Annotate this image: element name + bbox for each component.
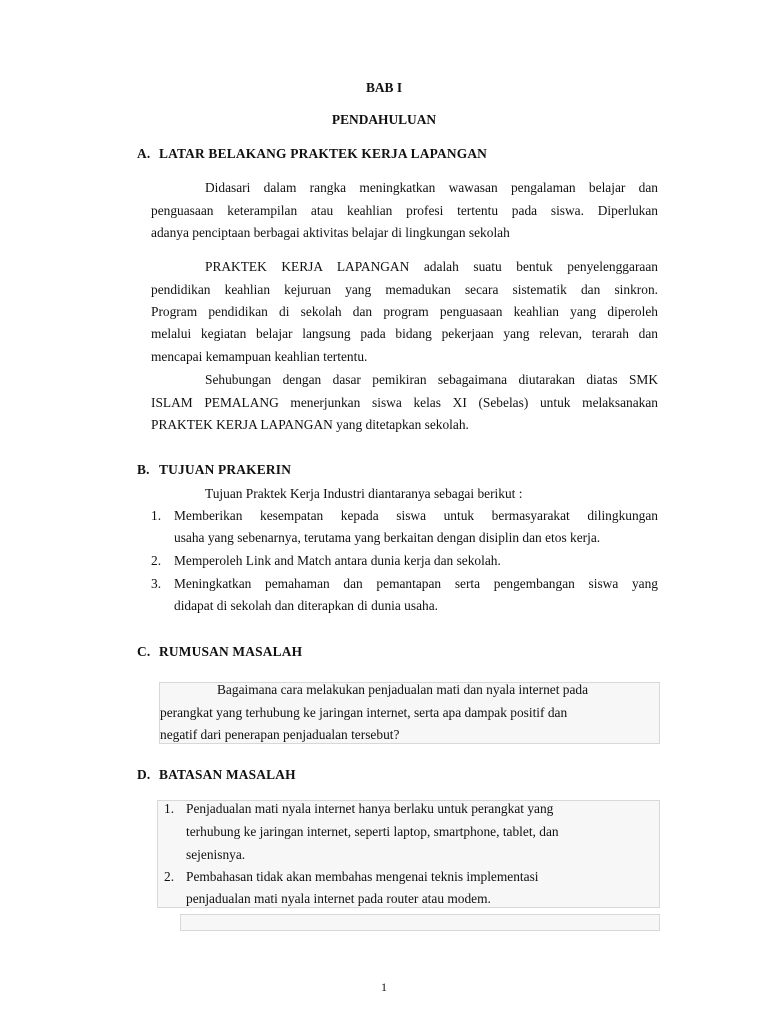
paragraph-line: PRAKTEK KERJA LAPANGAN adalah suatu bentuk penyelenggaraan (205, 259, 658, 274)
list-item-line: Meningkatkan pemahaman dan pemantapan serta pengembangan siswa yang (174, 576, 658, 591)
paragraph-line: Sehubungan dengan dasar pemikiran sebagaimana diutarakan diatas SMK (205, 372, 658, 387)
section-a-heading (137, 146, 487, 162)
paragraph-line: Program pendidikan di sekolah dan program penguasaan keahlian yang diperoleh (151, 304, 658, 319)
list-number: 2. (151, 553, 162, 568)
list-item-line: Pembahasan tidak akan membahas mengenai teknis implementasi (186, 869, 539, 884)
paragraph-line: penguasaan keterampilan atau keahlian profesi tertentu pada siswa. Diperlukan (151, 203, 658, 218)
chapter-label: BAB I (365, 80, 403, 95)
list-item-line: Penjadualan mati nyala internet hanya berlaku untuk perangkat yang (186, 801, 554, 816)
list-item-line: Memberikan kesempatan kepada siswa untuk bermasyarakat dilingkungan (174, 508, 658, 523)
section-c-heading (137, 644, 302, 660)
section-d-label: D. (137, 767, 151, 782)
section-a-title: LATAR BELAKANG PRAKTEK KERJA LAPANGAN (159, 146, 488, 161)
section-c-title: RUMUSAN MASALAH (159, 644, 303, 659)
empty-box (180, 914, 660, 931)
list-number: 1. (151, 508, 162, 523)
section-d-title: BATASAN MASALAH (159, 767, 296, 782)
paragraph-line: PRAKTEK KERJA LAPANGAN yang ditetapkan sekolah. (151, 417, 469, 432)
paragraph-line: mencapai kemampuan keahlian tertentu. (151, 349, 368, 364)
list-number: 2. (164, 869, 175, 884)
page-title: PENDAHULUAN (331, 112, 437, 127)
paragraph-line: pendidikan keahlian kejuruan yang memadukan secara sistematik dan sinkron. (151, 282, 658, 297)
list-item-line: terhubung ke jaringan internet, seperti laptop, smartphone, tablet, dan (186, 824, 559, 839)
paragraph-line: ISLAM PEMALANG menerjunkan siswa kelas XI (Sebelas) untuk melaksanakan (151, 395, 658, 410)
paragraph-line: Didasari dalam rangka meningkatkan wawasan pengalaman belajar dan (205, 180, 658, 195)
section-b-intro: Tujuan Praktek Kerja Industri diantaranya sebagai berikut : (205, 486, 523, 501)
list-item-line: Memperoleh Link and Match antara dunia kerja dan sekolah. (174, 553, 501, 568)
paragraph-line: adanya penciptaan berbagai aktivitas belajar di lingkungan sekolah (151, 225, 510, 240)
section-c-label: C. (137, 644, 151, 659)
list-item-line: sejenisnya. (186, 847, 246, 862)
box-line: negatif dari penerapan penjadualan tersebut? (160, 727, 400, 742)
box-line: perangkat yang terhubung ke jaringan internet, serta apa dampak positif dan (160, 705, 568, 720)
list-number: 3. (151, 576, 162, 591)
section-b-label: B. (137, 462, 150, 477)
section-d-heading (137, 767, 296, 783)
page-number: 1 (381, 980, 387, 994)
section-a-label: A. (137, 146, 151, 161)
list-item-line: didapat di sekolah dan diterapkan di dunia usaha. (174, 598, 439, 613)
box-line: Bagaimana cara melakukan penjadualan mati dan nyala internet pada (217, 682, 589, 697)
section-b-title: TUJUAN PRAKERIN (159, 462, 292, 477)
list-number: 1. (164, 801, 175, 816)
list-item-line: penjadualan mati nyala internet pada router atau modem. (186, 891, 491, 906)
list-item-line: usaha yang sebenarnya, terutama yang berkaitan dengan disiplin dan etos kerja. (174, 530, 601, 545)
section-b-heading (137, 462, 291, 478)
paragraph-line: melalui kegiatan belajar langsung pada bidang pekerjaan yang relevan, terarah dan (151, 326, 658, 341)
